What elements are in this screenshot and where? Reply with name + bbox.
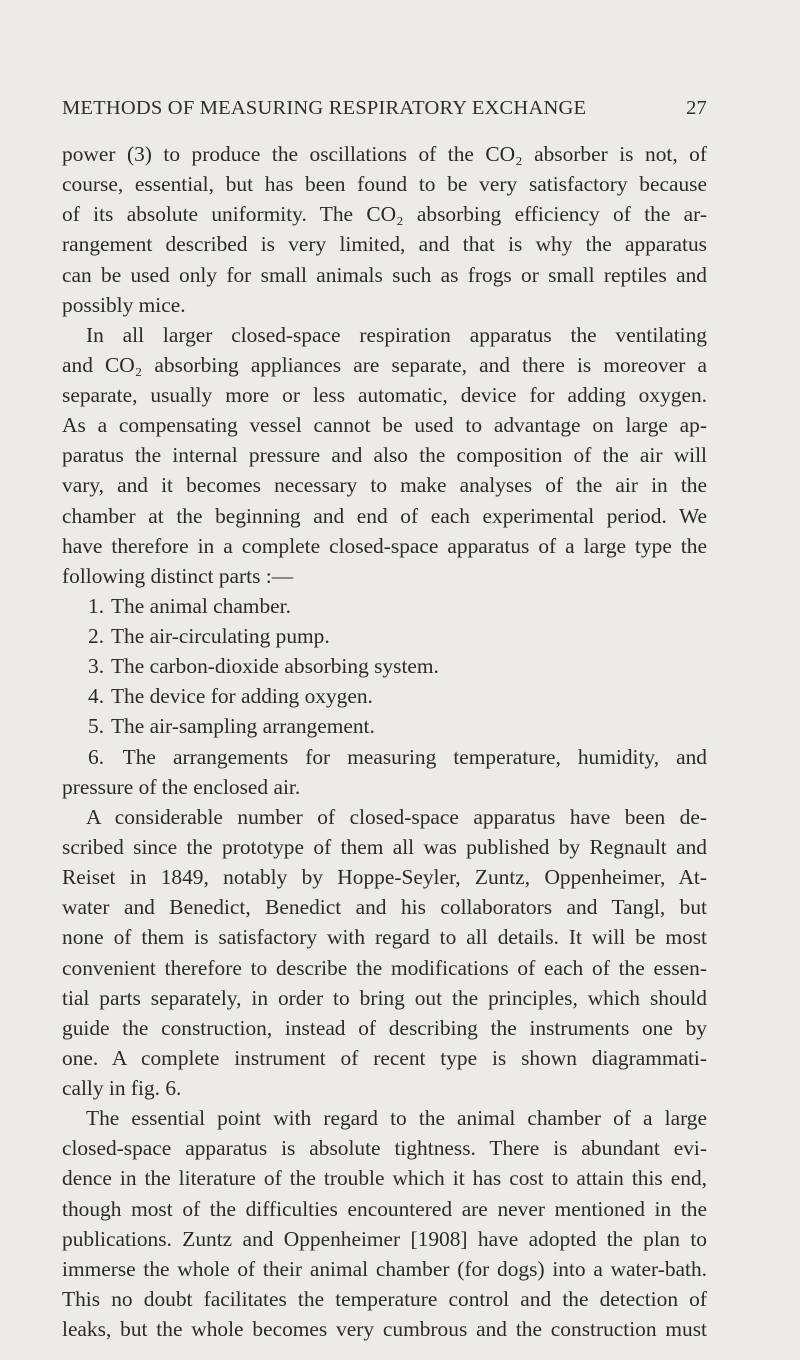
para3-line-8: guide the construction, instead of describing the instruments one by (62, 1015, 707, 1040)
para4-line-8: leaks, but the whole becomes very cumbrous and the construction must (62, 1317, 707, 1341)
running-head (62, 97, 707, 123)
para2-line-2: and CO₂ absorbing appliances are separate, and there is moreover a (62, 352, 707, 377)
list-item-number: 3. (88, 654, 105, 679)
para2-line-6: vary, and it becomes necessary to make analyses of the air in the (62, 473, 707, 498)
list-item-text: The device for adding oxygen. (110, 684, 373, 709)
para1-line-2: course, essential, but has been found to be very satisfactory because (62, 172, 707, 197)
para1-line-3: of its absolute uniformity. The CO₂ absorbing efficiency of the ar- (62, 202, 707, 227)
para4-line-4: though most of the difficulties encountered are never mentioned in the (62, 1196, 707, 1221)
list-item-text: The carbon-dioxide absorbing system. (110, 654, 439, 679)
para3-line-5: none of them is satisfactory with regard to all details. It will be most (62, 925, 707, 950)
para4-line-1: The essential point with regard to the animal chamber of a large (86, 1106, 707, 1131)
list-item-text: The arrangements for measuring temperature, humidity, and (122, 744, 707, 769)
para3-line-1: A considerable number of closed-space apparatus have been de- (86, 804, 707, 829)
para3-line-3: Reiset in 1849, notably by Hoppe-Seyler, Zuntz, Oppenheimer, At- (62, 865, 707, 890)
para4-line-5: publications. Zuntz and Oppenheimer [1908] have adopted the plan to (62, 1226, 707, 1251)
para4-line-2: closed-space apparatus is absolute tightness. There is abundant evi- (62, 1136, 707, 1161)
para2-line-8: have therefore in a complete closed-space apparatus of a large type the (62, 533, 707, 558)
list-item-text: The air-circulating pump. (110, 624, 330, 649)
para2-line-1: In all larger closed-space respiration apparatus the ventilating (86, 322, 707, 347)
para2-line-4: As a compensating vessel cannot be used to advantage on large ap- (62, 413, 707, 438)
running-head-title: METHODS OF MEASURING RESPIRATORY EXCHANGE (62, 97, 587, 119)
list-item-text: The animal chamber. (110, 593, 291, 618)
page-number: 27 (686, 97, 707, 119)
para3-line-4: water and Benedict, Benedict and his collaborators and Tangl, but (62, 895, 707, 920)
para4-line-3: dence in the literature of the trouble which it has cost to attain this end, (62, 1166, 707, 1191)
list-item (88, 622, 707, 650)
para1-line-5: can be used only for small animals such as frogs or small reptiles and (62, 262, 707, 287)
list-item (88, 712, 707, 740)
para2-line-5: paratus the internal pressure and also the composition of the air will (62, 443, 707, 468)
para1-line-1: power (3) to produce the oscillations of the CO₂ absorber is not, of (62, 142, 707, 166)
para2-line-9: following distinct parts :— (62, 563, 294, 588)
para1-line-6: possibly mice. (62, 292, 186, 317)
para3-line-10: cally in fig. 6. (62, 1076, 182, 1100)
list-item (88, 682, 707, 710)
para3-line-2: scribed since the prototype of them all was published by Regnault and (62, 834, 707, 859)
list-item-number: 4. (88, 684, 105, 709)
para2-line-7: chamber at the beginning and end of each experimental period. We (62, 503, 707, 528)
para1-line-4: rangement described is very limited, and that is why the apparatus (62, 232, 707, 257)
para4-line-6: immerse the whole of their animal chamber (for dogs) into a water-bath. (62, 1256, 707, 1281)
list-item (88, 652, 707, 680)
list-item-continuation: pressure of the enclosed air. (62, 774, 301, 799)
list-item-number: 5. (88, 714, 105, 739)
para2-line-3: separate, usually more or less automatic, device for adding oxygen. (62, 383, 707, 407)
list-item-number: 2. (88, 624, 105, 649)
list-item-text: The air-sampling arrangement. (110, 714, 375, 739)
list-item (88, 592, 707, 620)
para3-line-6: convenient therefore to describe the modifications of each of the essen- (62, 955, 707, 980)
para3-line-7: tial parts separately, in order to bring out the principles, which should (62, 985, 707, 1010)
list-item (88, 743, 707, 771)
book-page (62, 0, 707, 1360)
list-item-number: 6. (88, 744, 105, 769)
para3-line-9: one. A complete instrument of recent type is shown diagrammati- (62, 1045, 707, 1070)
para4-line-7: This no doubt facilitates the temperature control and the detection of (62, 1286, 707, 1311)
list-item-number: 1. (88, 593, 105, 618)
